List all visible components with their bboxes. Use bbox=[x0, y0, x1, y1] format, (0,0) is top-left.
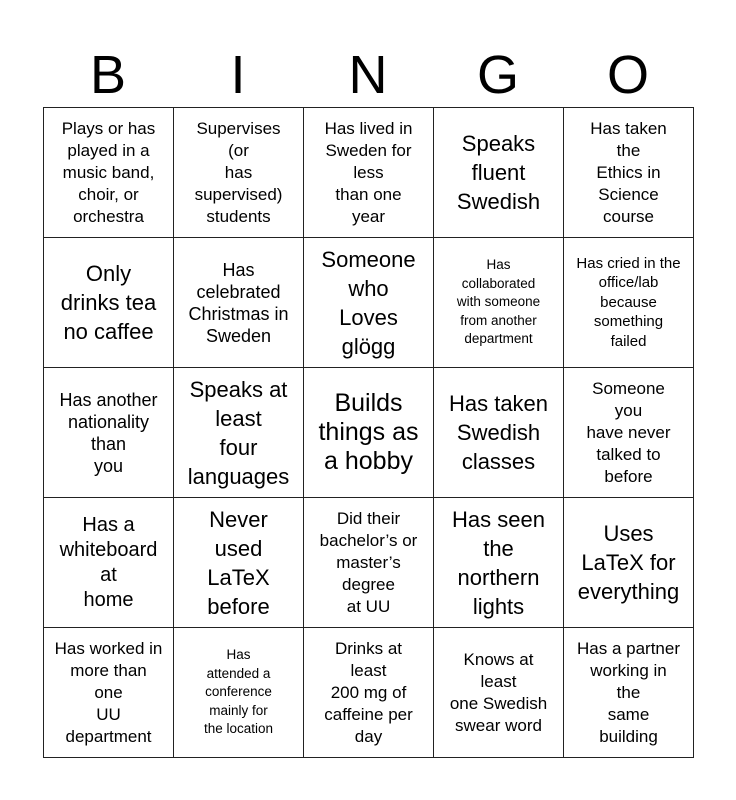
bingo-header bbox=[43, 44, 693, 106]
bingo-cell[interactable]: Uses LaTeX for everything bbox=[564, 498, 694, 628]
bingo-cell[interactable]: Someone you have never talked to before bbox=[564, 368, 694, 498]
bingo-cell[interactable]: Has a whiteboard at home bbox=[44, 498, 174, 628]
bingo-cell-center[interactable]: Builds things as a hobby bbox=[304, 368, 434, 498]
bingo-cell[interactable]: Did their bachelor’s or master’s degree at UU bbox=[304, 498, 434, 628]
bingo-cell[interactable]: Has attended a conference mainly for the location bbox=[174, 628, 304, 758]
bingo-row bbox=[44, 108, 694, 238]
bingo-cell[interactable]: Has lived in Sweden for less than one year bbox=[304, 108, 434, 238]
bingo-cell[interactable]: Never used LaTeX before bbox=[174, 498, 304, 628]
bingo-cell[interactable]: Has a partner working in the same building bbox=[564, 628, 694, 758]
header-letter-i: I bbox=[230, 45, 246, 105]
bingo-cell[interactable]: Has worked in more than one UU department bbox=[44, 628, 174, 758]
bingo-cell[interactable]: Has cried in the office/lab because something failed bbox=[564, 238, 694, 368]
header-letter-b: B bbox=[89, 45, 127, 105]
bingo-cell[interactable]: Knows at least one Swedish swear word bbox=[434, 628, 564, 758]
bingo-cell[interactable]: Has taken the Ethics in Science course bbox=[564, 108, 694, 238]
bingo-cell[interactable]: Has collaborated with someone from another department bbox=[434, 238, 564, 368]
bingo-cell[interactable]: Has seen the northern lights bbox=[434, 498, 564, 628]
bingo-cell[interactable]: Has another nationality than you bbox=[44, 368, 174, 498]
bingo-row bbox=[44, 498, 694, 628]
header-letter-o: O bbox=[606, 45, 649, 105]
bingo-grid bbox=[43, 107, 694, 758]
bingo-row bbox=[44, 628, 694, 758]
header-letter-g: G bbox=[476, 45, 519, 105]
bingo-cell[interactable]: Has taken Swedish classes bbox=[434, 368, 564, 498]
bingo-cell[interactable]: Speaks at least four languages bbox=[174, 368, 304, 498]
bingo-cell[interactable]: Drinks at least 200 mg of caffeine per day bbox=[304, 628, 434, 758]
bingo-cell[interactable]: Only drinks tea no caffee bbox=[44, 238, 174, 368]
bingo-row bbox=[44, 238, 694, 368]
bingo-cell[interactable]: Speaks fluent Swedish bbox=[434, 108, 564, 238]
bingo-cell[interactable]: Supervises (or has supervised) students bbox=[174, 108, 304, 238]
bingo-cell[interactable]: Has celebrated Christmas in Sweden bbox=[174, 238, 304, 368]
bingo-cell[interactable]: Plays or has played in a music band, choir, or orchestra bbox=[44, 108, 174, 238]
bingo-cell[interactable]: Someone who Loves glögg bbox=[304, 238, 434, 368]
header-letter-n: N bbox=[348, 45, 388, 105]
bingo-row bbox=[44, 368, 694, 498]
